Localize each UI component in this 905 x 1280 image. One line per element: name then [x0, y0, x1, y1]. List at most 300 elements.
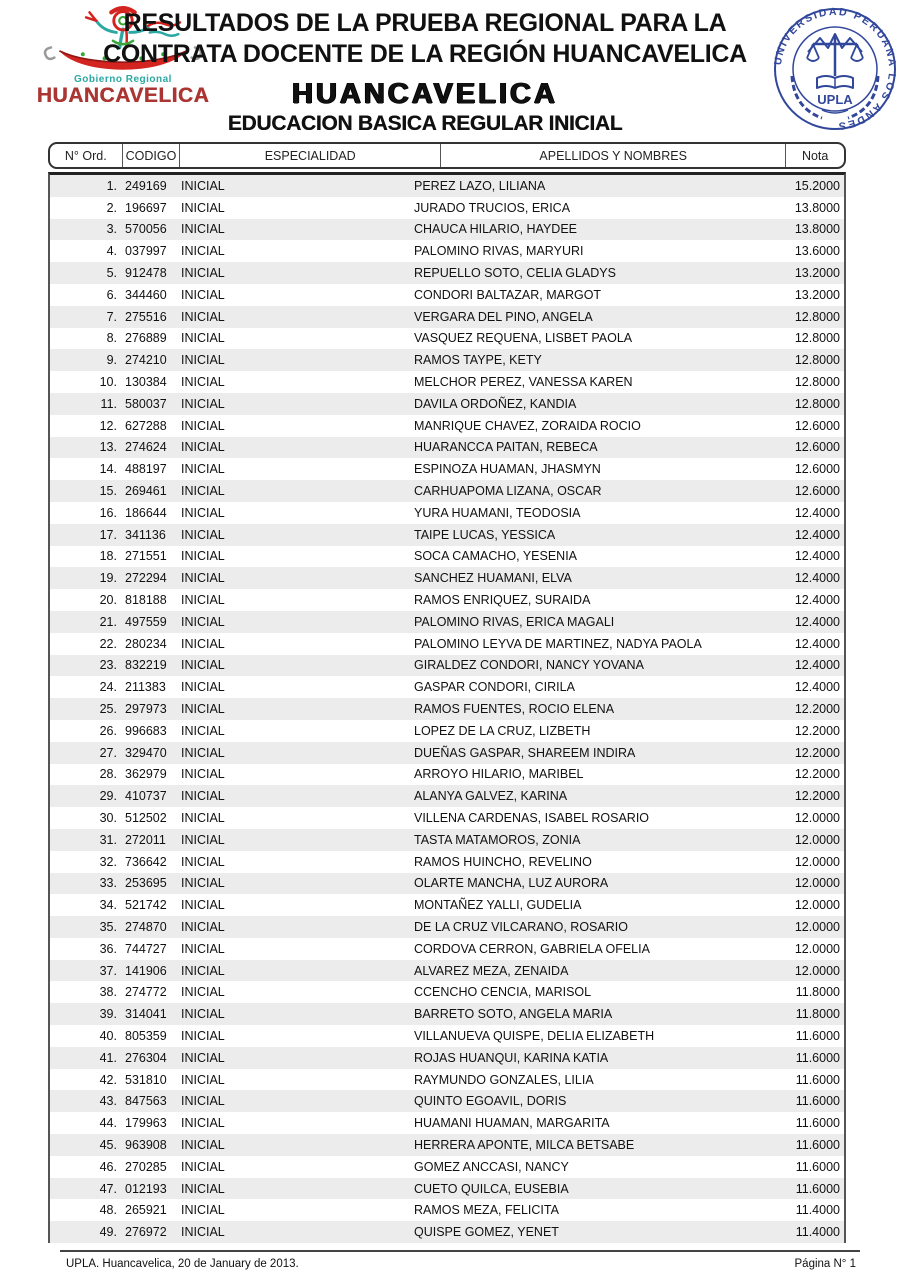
codigo-cell: 141906	[125, 963, 167, 978]
regional-logo-caption-bottom: HUANCAVELICA	[36, 84, 210, 107]
ord-cell: 10.	[99, 375, 117, 390]
table-row	[50, 1069, 844, 1091]
codigo-cell: 276304	[125, 1050, 167, 1065]
ord-cell: 23.	[99, 658, 117, 673]
nota-cell: 11.6000	[795, 1116, 840, 1131]
nombres-cell: RAMOS TAYPE, KETY	[414, 353, 542, 368]
ord-cell: 27.	[99, 745, 117, 760]
ord-cell: 11.	[100, 396, 117, 411]
nombres-cell: DUEÑAS GASPAR, SHAREEM INDIRA	[414, 745, 636, 760]
especialidad-cell: INICIAL	[181, 462, 225, 477]
nota-cell: 11.6000	[795, 1137, 840, 1152]
table-row	[50, 851, 844, 873]
especialidad-cell: INICIAL	[181, 1203, 225, 1218]
nombres-cell: SANCHEZ HUAMANI, ELVA	[414, 571, 572, 586]
ord-cell: 38.	[99, 985, 117, 1000]
ord-cell: 15.	[99, 484, 117, 499]
nota-cell: 12.8000	[794, 331, 840, 346]
nombres-cell: RAMOS FUENTES, ROCIO ELENA	[414, 702, 615, 717]
table-row	[50, 437, 844, 459]
codigo-cell: 521742	[125, 898, 167, 913]
column-header-nota: Nota	[785, 144, 844, 167]
ord-cell: 46.	[99, 1159, 117, 1174]
codigo-cell: 963908	[125, 1137, 167, 1152]
nota-cell: 11.6000	[795, 1050, 840, 1065]
nota-cell: 12.8000	[794, 396, 840, 411]
nota-cell: 12.6000	[794, 484, 840, 499]
especialidad-cell: INICIAL	[181, 266, 225, 281]
ord-cell: 2.	[106, 200, 117, 215]
table-row	[50, 284, 844, 306]
especialidad-cell: INICIAL	[181, 963, 225, 978]
codigo-cell: 270285	[125, 1159, 167, 1174]
codigo-cell: 274624	[125, 440, 167, 455]
table-row	[50, 1090, 844, 1112]
nota-cell: 12.4000	[794, 680, 840, 695]
nombres-cell: LOPEZ DE LA CRUZ, LIZBETH	[414, 723, 591, 738]
nota-cell: 13.6000	[794, 244, 840, 259]
especialidad-cell: INICIAL	[181, 505, 225, 520]
column-header-especialidad: ESPECIALIDAD	[179, 144, 440, 167]
ord-cell: 29.	[99, 789, 117, 804]
table-row	[50, 1047, 844, 1069]
especialidad-cell: INICIAL	[181, 876, 225, 891]
ord-cell: 31.	[99, 832, 117, 847]
nombres-cell: ROJAS HUANQUI, KARINA KATIA	[414, 1050, 609, 1065]
table-row	[50, 349, 844, 371]
ord-cell: 36.	[99, 941, 117, 956]
codigo-cell: 179963	[125, 1116, 167, 1131]
table-row	[50, 589, 844, 611]
region-title: HUANCAVELICA	[292, 78, 558, 110]
especialidad-cell: INICIAL	[181, 941, 225, 956]
nota-cell: 13.8000	[794, 200, 840, 215]
table-row	[50, 262, 844, 284]
ord-cell: 35.	[99, 919, 117, 934]
table-row	[50, 785, 844, 807]
especialidad-cell: INICIAL	[181, 1028, 225, 1043]
nombres-cell: RAMOS MEZA, FELICITA	[414, 1203, 559, 1218]
especialidad-cell: INICIAL	[181, 353, 225, 368]
ord-cell: 8.	[106, 331, 117, 346]
nota-cell: 12.0000	[794, 898, 840, 913]
nota-cell: 11.4000	[795, 1225, 840, 1240]
nota-cell: 11.6000	[795, 1181, 840, 1196]
nombres-cell: JURADO TRUCIOS, ERICA	[414, 200, 571, 215]
ord-cell: 45.	[99, 1137, 117, 1152]
ord-cell: 17.	[99, 527, 117, 542]
nombres-cell: CARHUAPOMA LIZANA, OSCAR	[414, 484, 602, 499]
nombres-cell: VILLENA CARDENAS, ISABEL ROSARIO	[414, 811, 650, 825]
ord-cell: 16.	[99, 505, 117, 520]
especialidad-cell: INICIAL	[181, 527, 225, 542]
nota-cell: 12.6000	[794, 462, 840, 477]
ord-cell: 42.	[99, 1072, 117, 1087]
codigo-cell: 012193	[125, 1181, 167, 1196]
nota-cell: 12.0000	[794, 832, 840, 847]
codigo-cell: 274870	[125, 919, 167, 934]
nombres-cell: MANRIQUE CHAVEZ, ZORAIDA ROCIO	[414, 418, 641, 433]
document-header	[60, 8, 790, 136]
ord-cell: 49.	[99, 1225, 117, 1240]
nota-cell: 12.6000	[794, 418, 840, 433]
nota-cell: 12.2000	[794, 702, 840, 717]
nota-cell: 12.8000	[794, 353, 840, 368]
nombres-cell: ALVAREZ MEZA, ZENAIDA	[414, 963, 569, 978]
ord-cell: 25.	[99, 702, 117, 717]
nota-cell: 12.8000	[794, 375, 840, 390]
nombres-cell: DE LA CRUZ VILCARANO, ROSARIO	[414, 919, 628, 934]
codigo-cell: 271551	[125, 549, 167, 564]
ord-cell: 48.	[99, 1203, 117, 1218]
nombres-cell: ALANYA GALVEZ, KARINA	[414, 789, 568, 804]
nombres-cell: CONDORI BALTAZAR, MARGOT	[414, 287, 602, 302]
nombres-cell: CHAUCA HILARIO, HAYDEE	[414, 222, 578, 237]
table-row	[50, 720, 844, 742]
nombres-cell: PALOMINO RIVAS, ERICA MAGALI	[414, 614, 615, 629]
table-row	[50, 306, 844, 328]
table-row	[50, 1025, 844, 1047]
codigo-cell: 274210	[125, 353, 167, 368]
nombres-cell: MELCHOR PEREZ, VANESSA KAREN	[414, 375, 633, 390]
page-subtitle: EDUCACION BASICA REGULAR INICIAL	[227, 112, 623, 135]
nota-cell: 12.0000	[794, 941, 840, 956]
table-row	[50, 480, 844, 502]
especialidad-cell: INICIAL	[181, 680, 225, 695]
nombres-cell: SOCA CAMACHO, YESENIA	[414, 549, 578, 564]
table-row	[50, 1003, 844, 1025]
nombres-cell: CUETO QUILCA, EUSEBIA	[414, 1181, 569, 1196]
especialidad-cell: INICIAL	[181, 745, 225, 760]
codigo-cell: 211383	[125, 680, 166, 695]
codigo-cell: 497559	[125, 614, 167, 629]
especialidad-cell: INICIAL	[181, 898, 225, 913]
table-row	[50, 873, 844, 895]
page-title-line2: CONTRATA DOCENTE DE LA REGIÓN HUANCAVELICA	[103, 40, 747, 68]
nombres-cell: TASTA MATAMOROS, ZONIA	[414, 832, 581, 847]
table-row	[50, 328, 844, 350]
codigo-cell: 818188	[125, 593, 167, 608]
codigo-cell: 570056	[125, 222, 167, 237]
nota-cell: 11.4000	[795, 1203, 840, 1218]
nota-cell: 12.6000	[794, 440, 840, 455]
codigo-cell: 488197	[125, 462, 167, 477]
nombres-cell: TAIPE LUCAS, YESSICA	[414, 527, 556, 542]
nombres-cell: RAMOS ENRIQUEZ, SURAIDA	[414, 593, 591, 608]
ord-cell: 32.	[99, 854, 117, 869]
nota-cell: 11.6000	[795, 1072, 840, 1087]
ord-cell: 47.	[99, 1181, 117, 1196]
especialidad-cell: INICIAL	[181, 767, 225, 782]
ord-cell: 28.	[99, 767, 117, 782]
nombres-cell: PEREZ LAZO, LILIANA	[414, 178, 546, 193]
results-table-body	[48, 172, 846, 1243]
nota-cell: 12.2000	[794, 767, 840, 782]
codigo-cell: 280234	[125, 636, 167, 651]
nombres-cell: CORDOVA CERRON, GABRIELA OFELIA	[414, 941, 650, 956]
table-row	[50, 829, 844, 851]
nombres-cell: RAMOS HUINCHO, REVELINO	[414, 854, 592, 869]
table-row	[50, 1156, 844, 1178]
ord-cell: 3.	[106, 222, 117, 237]
codigo-cell: 037997	[125, 244, 167, 259]
especialidad-cell: INICIAL	[181, 287, 225, 302]
codigo-cell: 265921	[125, 1203, 167, 1218]
ord-cell: 30.	[99, 811, 117, 825]
especialidad-cell: INICIAL	[181, 1072, 225, 1087]
column-header-codigo: CODIGO	[122, 144, 180, 167]
table-row	[50, 1134, 844, 1156]
codigo-cell: 249169	[125, 178, 167, 193]
nota-cell: 12.4000	[794, 505, 840, 520]
ord-cell: 26.	[99, 723, 117, 738]
ord-cell: 34.	[99, 898, 117, 913]
ord-cell: 37.	[99, 963, 117, 978]
especialidad-cell: INICIAL	[181, 375, 225, 390]
codigo-cell: 512502	[125, 811, 167, 825]
codigo-cell: 269461	[125, 484, 167, 499]
nombres-cell: HUARANCCA PAITAN, REBECA	[414, 440, 598, 455]
especialidad-cell: INICIAL	[181, 1137, 225, 1152]
codigo-cell: 410737	[125, 789, 167, 804]
especialidad-cell: INICIAL	[181, 789, 225, 804]
nota-cell: 11.6000	[795, 1159, 840, 1174]
table-row	[50, 916, 844, 938]
especialidad-cell: INICIAL	[181, 1050, 225, 1065]
table-row	[50, 175, 844, 197]
nota-cell: 12.0000	[794, 811, 840, 825]
table-row	[50, 393, 844, 415]
nota-cell: 13.2000	[794, 266, 840, 281]
especialidad-cell: INICIAL	[181, 178, 225, 193]
codigo-cell: 847563	[125, 1094, 167, 1109]
nombres-cell: ESPINOZA HUAMAN, JHASMYN	[414, 462, 601, 477]
nombres-cell: DAVILA ORDOÑEZ, KANDIA	[414, 396, 577, 411]
ord-cell: 6.	[106, 287, 117, 302]
footer-source-date: UPLA. Huancavelica, 20 de January de 2013.	[66, 1258, 299, 1270]
nombres-cell: MONTAÑEZ YALLI, GUDELIA	[414, 898, 582, 913]
nombres-cell: YURA HUAMANI, TEODOSIA	[414, 505, 581, 520]
table-row	[50, 1199, 844, 1221]
table-row	[50, 546, 844, 568]
upla-seal-acronym: UPLA	[817, 92, 853, 107]
especialidad-cell: INICIAL	[181, 1007, 225, 1022]
nota-cell: 12.4000	[794, 614, 840, 629]
especialidad-cell: INICIAL	[181, 549, 225, 564]
ord-cell: 41.	[99, 1050, 117, 1065]
especialidad-cell: INICIAL	[181, 396, 225, 411]
codigo-cell: 580037	[125, 396, 167, 411]
especialidad-cell: INICIAL	[181, 614, 225, 629]
table-row	[50, 1112, 844, 1134]
ord-cell: 22.	[99, 636, 117, 651]
codigo-cell: 272011	[125, 832, 166, 847]
table-row	[50, 981, 844, 1003]
nota-cell: 11.6000	[795, 1094, 840, 1109]
nota-cell: 11.6000	[795, 1028, 840, 1043]
nombres-cell: RAYMUNDO GONZALES, LILIA	[414, 1072, 594, 1087]
especialidad-cell: INICIAL	[181, 658, 225, 673]
nombres-cell: ARROYO HILARIO, MARIBEL	[414, 767, 584, 782]
ord-cell: 5.	[106, 266, 117, 281]
ord-cell: 7.	[106, 309, 117, 324]
upla-seal-ring-text: UNIVERSIDAD PERUANA LOS ANDES	[772, 5, 899, 133]
table-row	[50, 1221, 844, 1243]
ord-cell: 14.	[99, 462, 117, 477]
nombres-cell: QUISPE GOMEZ, YENET	[414, 1225, 559, 1240]
nota-cell: 12.4000	[794, 593, 840, 608]
table-row	[50, 764, 844, 786]
especialidad-cell: INICIAL	[181, 636, 225, 651]
especialidad-cell: INICIAL	[181, 702, 225, 717]
codigo-cell: 341136	[125, 527, 166, 542]
page-title-line1: RESULTADOS DE LA PRUEBA REGIONAL PARA LA	[123, 9, 727, 37]
table-row	[50, 524, 844, 546]
nota-cell: 12.0000	[794, 963, 840, 978]
nota-cell: 15.2000	[794, 178, 840, 193]
ord-cell: 39.	[99, 1007, 117, 1022]
especialidad-cell: INICIAL	[181, 309, 225, 324]
nota-cell: 12.4000	[794, 527, 840, 542]
nombres-cell: VASQUEZ REQUENA, LISBET PAOLA	[414, 331, 633, 346]
nombres-cell: QUINTO EGOAVIL, DORIS	[414, 1094, 567, 1109]
especialidad-cell: INICIAL	[181, 593, 225, 608]
ord-cell: 13.	[99, 440, 117, 455]
ord-cell: 1.	[106, 178, 117, 193]
codigo-cell: 276889	[125, 331, 167, 346]
codigo-cell: 274772	[125, 985, 167, 1000]
ord-cell: 20.	[99, 593, 117, 608]
codigo-cell: 996683	[125, 723, 167, 738]
especialidad-cell: INICIAL	[181, 1181, 225, 1196]
especialidad-cell: INICIAL	[181, 854, 225, 869]
nombres-cell: HUAMANI HUAMAN, MARGARITA	[414, 1116, 610, 1131]
regional-logo-caption-top: Gobierno Regional	[74, 74, 172, 85]
especialidad-cell: INICIAL	[181, 331, 225, 346]
especialidad-cell: INICIAL	[181, 985, 225, 1000]
nombres-cell: VERGARA DEL PINO, ANGELA	[414, 309, 593, 324]
ord-cell: 21.	[99, 614, 117, 629]
nombres-cell: GOMEZ ANCCASI, NANCY	[414, 1159, 569, 1174]
nombres-cell: VILLANUEVA QUISPE, DELIA ELIZABETH	[414, 1028, 655, 1043]
nota-cell: 13.8000	[794, 222, 840, 237]
table-row	[50, 240, 844, 262]
codigo-cell: 736642	[125, 854, 167, 869]
nota-cell: 12.4000	[794, 549, 840, 564]
especialidad-cell: INICIAL	[181, 1116, 225, 1131]
table-row	[50, 502, 844, 524]
nombres-cell: BARRETO SOTO, ANGELA MARIA	[414, 1007, 613, 1022]
codigo-cell: 627288	[125, 418, 167, 433]
nota-cell: 12.0000	[794, 919, 840, 934]
table-row	[50, 938, 844, 960]
nombres-cell: GASPAR CONDORI, CIRILA	[414, 680, 575, 695]
nota-cell: 12.4000	[794, 571, 840, 586]
table-row	[50, 655, 844, 677]
especialidad-cell: INICIAL	[181, 244, 225, 259]
codigo-cell: 297973	[125, 702, 167, 717]
footer-divider	[60, 1250, 860, 1252]
codigo-cell: 362979	[125, 767, 167, 782]
especialidad-cell: INICIAL	[181, 200, 225, 215]
nota-cell: 13.2000	[794, 287, 840, 302]
ord-cell: 18.	[99, 549, 117, 564]
codigo-cell: 186644	[125, 505, 167, 520]
nombres-cell: CCENCHO CENCIA, MARISOL	[414, 985, 592, 1000]
codigo-cell: 276972	[125, 1225, 167, 1240]
results-table-header	[48, 142, 846, 169]
table-row	[50, 960, 844, 982]
nota-cell: 11.8000	[795, 985, 840, 1000]
table-row	[50, 219, 844, 241]
nombres-cell: REPUELLO SOTO, CELIA GLADYS	[414, 266, 616, 281]
codigo-cell: 344460	[125, 287, 167, 302]
nota-cell: 12.8000	[794, 309, 840, 324]
ord-cell: 19.	[99, 571, 117, 586]
column-header-apellidos-nombres: APELLIDOS Y NOMBRES	[440, 144, 785, 167]
table-row	[50, 567, 844, 589]
table-row	[50, 371, 844, 393]
especialidad-cell: INICIAL	[181, 1225, 225, 1240]
nombres-cell: GIRALDEZ CONDORI, NANCY YOVANA	[414, 658, 644, 673]
especialidad-cell: INICIAL	[181, 919, 225, 934]
codigo-cell: 531810	[125, 1072, 167, 1087]
column-header-ord: N° Ord.	[64, 148, 107, 163]
nota-cell: 12.4000	[794, 658, 840, 673]
codigo-cell: 253695	[125, 876, 167, 891]
table-row	[50, 458, 844, 480]
nota-cell: 12.0000	[794, 876, 840, 891]
nombres-cell: OLARTE MANCHA, LUZ AURORA	[414, 876, 609, 891]
table-row	[50, 894, 844, 916]
table-row	[50, 1178, 844, 1200]
ord-cell: 12.	[99, 418, 117, 433]
codigo-cell: 329470	[125, 745, 167, 760]
codigo-cell: 805359	[125, 1028, 167, 1043]
nota-cell: 12.2000	[794, 789, 840, 804]
especialidad-cell: INICIAL	[181, 723, 225, 738]
ord-cell: 33.	[99, 876, 117, 891]
especialidad-cell: INICIAL	[181, 484, 225, 499]
table-row	[50, 698, 844, 720]
footer-page-number: Página N° 1	[794, 1258, 856, 1270]
table-row	[50, 611, 844, 633]
table-row	[50, 676, 844, 698]
codigo-cell: 272294	[125, 571, 167, 586]
nombres-cell: HERRERA APONTE, MILCA BETSABE	[414, 1137, 635, 1152]
codigo-cell: 130384	[125, 375, 167, 390]
ord-cell: 9.	[106, 353, 117, 368]
especialidad-cell: INICIAL	[181, 1094, 225, 1109]
especialidad-cell: INICIAL	[181, 222, 225, 237]
nota-cell: 12.2000	[794, 745, 840, 760]
table-row	[50, 415, 844, 437]
especialidad-cell: INICIAL	[181, 1159, 225, 1174]
nota-cell: 12.2000	[794, 723, 840, 738]
especialidad-cell: INICIAL	[181, 418, 225, 433]
nombres-cell: PALOMINO LEYVA DE MARTINEZ, NADYA PAOLA	[414, 636, 702, 651]
codigo-cell: 275516	[125, 309, 167, 324]
table-row	[50, 807, 844, 829]
ord-cell: 24.	[99, 680, 117, 695]
ord-cell: 43.	[99, 1094, 117, 1109]
table-row	[50, 742, 844, 764]
codigo-cell: 314041	[125, 1007, 167, 1022]
nota-cell: 11.8000	[795, 1007, 840, 1022]
table-row	[50, 197, 844, 219]
table-row	[50, 633, 844, 655]
especialidad-cell: INICIAL	[181, 440, 225, 455]
